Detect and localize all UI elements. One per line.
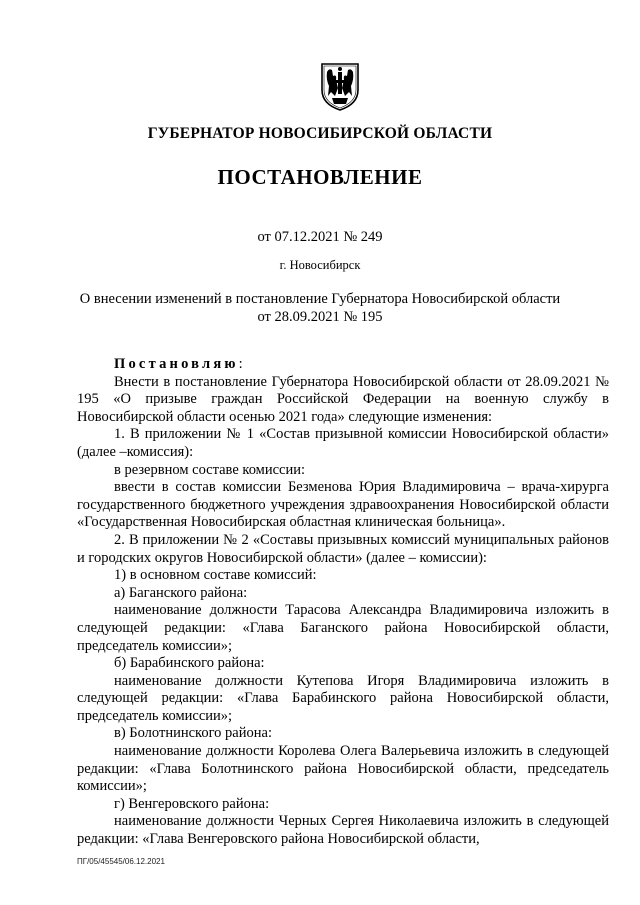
doc-place: г. Новосибирск	[279, 258, 361, 272]
subject-line-2: от 28.09.2021 № 195	[257, 309, 383, 325]
body-paragraph: в) Болотнинского района:	[114, 725, 272, 742]
body-paragraph: в резервном составе комиссии:	[114, 461, 306, 478]
doc-type: ПОСТАНОВЛЕНИЕ	[217, 165, 423, 189]
body-paragraph: наименование должности Королева Олега Валерьевича изложить в следующей редакции: «Глава Болотнинского района Новосибирской области, председатель комиссии»;	[77, 743, 609, 795]
lead-word: Постановляю	[114, 356, 239, 372]
doc-number: от 07.12.2021 № 249	[257, 229, 383, 245]
body-paragraph: наименование должности Кутепова Игоря Владимировича изложить в следующей редакции: «Глава Барабинского района Новосибирской области, председатель комиссии»;	[77, 672, 609, 724]
org-title: ГУБЕРНАТОР НОВОСИБИРСКОЙ ОБЛАСТИ	[147, 125, 493, 142]
body-paragraph: наименование должности Тарасова Александра Владимировича изложить в следующей редакции: «Глава Баганского района Новосибирской области, председатель комиссии»;	[77, 602, 609, 654]
body-paragraph: б) Барабинского района:	[114, 655, 265, 672]
novosibirsk-coat-of-arms-icon	[318, 58, 362, 112]
body-paragraph: а) Баганского района:	[114, 584, 248, 601]
body-paragraph: Внести в постановление Губернатора Новосибирской области от 28.09.2021 № 195 «О призыве граждан Российской Федерации на военную службу в Новосибирской области осенью 2021 года» следующие изменения:	[77, 373, 609, 425]
body-paragraph: 1) в основном составе комиссий:	[114, 567, 317, 584]
subject-line-1: О внесении изменений в постановление Губернатора Новосибирской области	[79, 291, 561, 307]
doc-subject	[60, 290, 580, 326]
lead-paragraph: Постановляю:	[114, 356, 243, 372]
body-paragraph: ввести в состав комиссии Безменова Юрия Владимировича – врача-хирурга государственного бюджетного учреждения здравоохранения Новосибирской области «Государственная Новосибирская областная клиническая больница».	[77, 479, 609, 531]
body-paragraph: 1. В приложении № 1 «Состав призывной комиссии Новосибирской области» (далее –комиссия):	[77, 426, 609, 460]
doc-body	[77, 356, 609, 849]
body-paragraph: наименование должности Черных Сергея Николаевича изложить в следующей редакции: «Глава Венгеровского района Новосибирской области,	[77, 813, 609, 848]
body-paragraph: 2. В приложении № 2 «Составы призывных комиссий муниципальных районов и городских округов Новосибирской области» (далее – комиссии):	[77, 531, 609, 566]
body-paragraph: г) Венгеровского района:	[114, 795, 270, 812]
footer-code: ПГ/05/45545/06.12.2021	[77, 857, 165, 866]
